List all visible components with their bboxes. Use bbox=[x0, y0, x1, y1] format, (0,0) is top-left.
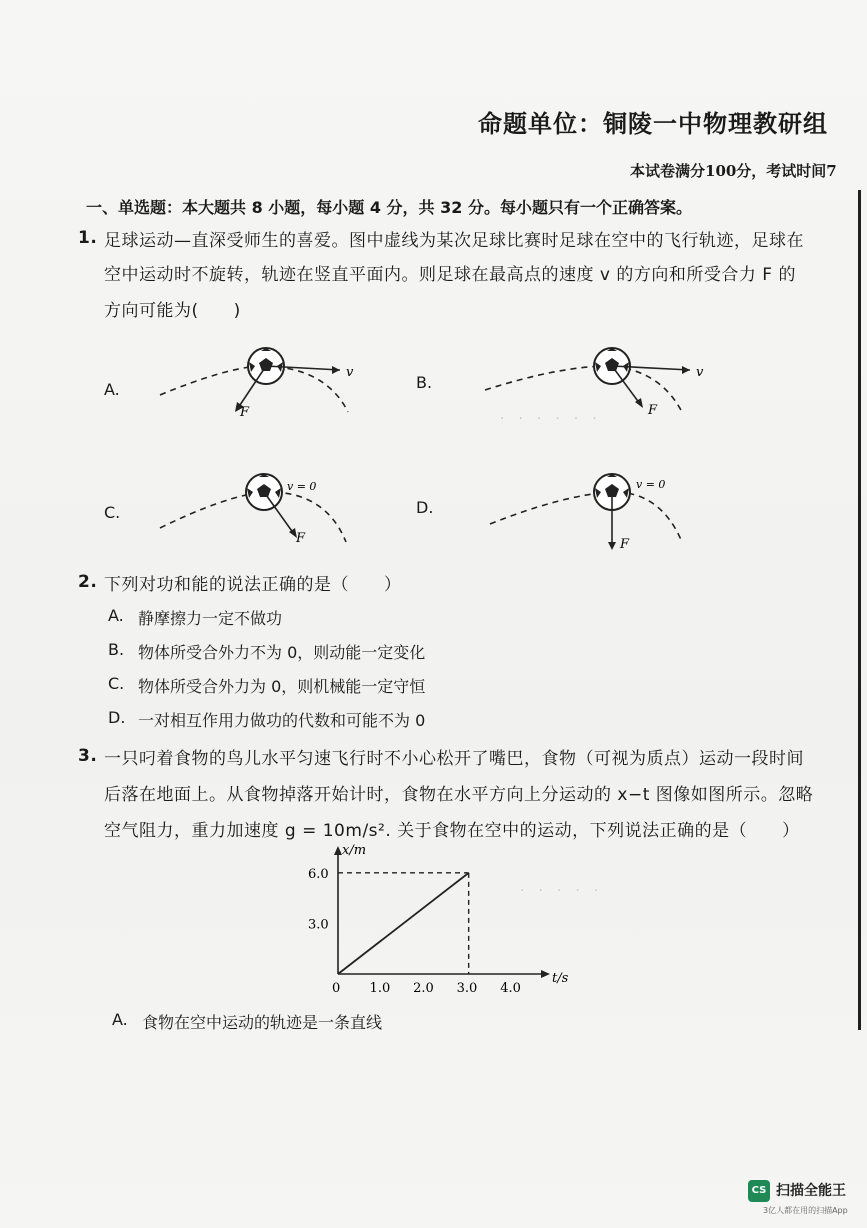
scanner-app-name: 扫描全能王 bbox=[776, 1183, 846, 1199]
origin-label: 0 bbox=[332, 981, 341, 996]
q3-number: 3. bbox=[78, 746, 98, 766]
page-edge-shadow bbox=[858, 190, 861, 1030]
q1-option-b-label: B. bbox=[416, 373, 433, 392]
q2-option-c-text: 物体所受合外力为 0，则机械能一定守恒 bbox=[138, 677, 426, 696]
trajectory-path bbox=[490, 492, 682, 542]
q1-number: 1. bbox=[78, 228, 98, 248]
q3-line3: 空气阻力，重力加速度 g = 10m/s². 关于食物在空中的运动，下列说法正确的是（ ） bbox=[104, 821, 800, 841]
q2-option-d-label: D. bbox=[108, 708, 126, 727]
q1-option-d-diagram bbox=[450, 460, 710, 560]
y-tick-label: 3.0 bbox=[308, 917, 329, 933]
q2-option-c-label: C. bbox=[108, 674, 125, 693]
q2-option-a-label: A. bbox=[108, 606, 124, 625]
arrowhead bbox=[332, 366, 340, 374]
x-tick-label: 3.0 bbox=[456, 981, 478, 996]
q2-option-b-text: 物体所受合外力不为 0，则动能一定变化 bbox=[138, 643, 426, 662]
q1-option-a-diagram bbox=[140, 330, 380, 430]
velocity-label: v = 0 bbox=[287, 480, 317, 493]
scanner-tagline: 3亿人都在用的扫描App bbox=[763, 1206, 848, 1215]
q2-option-a-text: 静摩擦力一定不做功 bbox=[138, 609, 283, 628]
q1-line2: 空中运动时不旋转，轨迹在竖直平面内。则足球在最高点的速度 v 的方向和所受合力 F 的 bbox=[104, 265, 796, 285]
header-subtitle: 本试卷满分100分，考试时间7 bbox=[630, 162, 837, 180]
q2-option-b-label: B. bbox=[108, 640, 125, 659]
header-title: 命题单位：铜陵一中物理教研组 bbox=[478, 110, 828, 138]
q3-line2: 后落在地面上。从食物掉落开始计时，食物在水平方向上分运动的 x−t 图像如图所示。忽略 bbox=[104, 785, 814, 805]
scanner-logo-icon: CS bbox=[748, 1180, 770, 1202]
q3-option-a-label: A. bbox=[112, 1010, 128, 1029]
y-axis-label: x/m bbox=[342, 843, 367, 858]
xt-chart bbox=[296, 843, 569, 1006]
force-label: F bbox=[620, 537, 630, 552]
q1-line1: 足球运动—直深受师生的喜爱。图中虚线为某次足球比赛时足球在空中的飞行轨迹，足球在 bbox=[104, 231, 804, 251]
q1-option-d-label: D. bbox=[416, 498, 434, 517]
force-label: F bbox=[296, 531, 306, 546]
q1-line3: 方向可能为( ) bbox=[104, 301, 241, 321]
arrowhead bbox=[608, 542, 616, 550]
q1-option-c-diagram bbox=[140, 460, 380, 560]
q1-option-a-label: A. bbox=[104, 380, 120, 399]
q3-option-a-text: 食物在空中运动的轨迹是一条直线 bbox=[142, 1013, 383, 1032]
y-axis-arrowhead bbox=[334, 846, 342, 855]
x-tick-label: 4.0 bbox=[500, 981, 521, 996]
q3-line1: 一只叼着食物的鸟儿水平匀速飞行时不小心松开了嘴巴，食物（可视为质点）运动一段时间 bbox=[104, 749, 804, 769]
x-tick-label: 1.0 bbox=[369, 981, 391, 996]
data-line bbox=[338, 873, 469, 974]
bleed-text: · · · · · · bbox=[500, 411, 597, 427]
q2-number: 2. bbox=[78, 572, 98, 592]
q1-option-c-label: C. bbox=[104, 503, 121, 522]
x-tick-label: 2.0 bbox=[413, 981, 434, 996]
y-tick-label: 6.0 bbox=[308, 866, 329, 882]
x-axis-arrowhead bbox=[541, 970, 550, 978]
x-axis-label: t/s bbox=[552, 971, 569, 986]
section-title: 一、单选题：本大题共 8 小题，每小题 4 分，共 32 分。每小题只有一个正确答案。 bbox=[86, 198, 692, 217]
q2-stem: 下列对功和能的说法正确的是（ ） bbox=[104, 575, 402, 595]
arrowhead bbox=[682, 366, 690, 374]
q1-option-b-diagram bbox=[450, 330, 710, 430]
bleed-text: · · · · · bbox=[520, 883, 599, 899]
velocity-label: v bbox=[696, 365, 704, 380]
force-label: F bbox=[648, 403, 658, 418]
velocity-label: v = 0 bbox=[636, 478, 666, 491]
q2-option-d-text: 一对相互作用力做功的代数和可能不为 0 bbox=[138, 711, 426, 730]
force-label: F bbox=[240, 405, 250, 420]
velocity-label: v bbox=[346, 365, 354, 380]
